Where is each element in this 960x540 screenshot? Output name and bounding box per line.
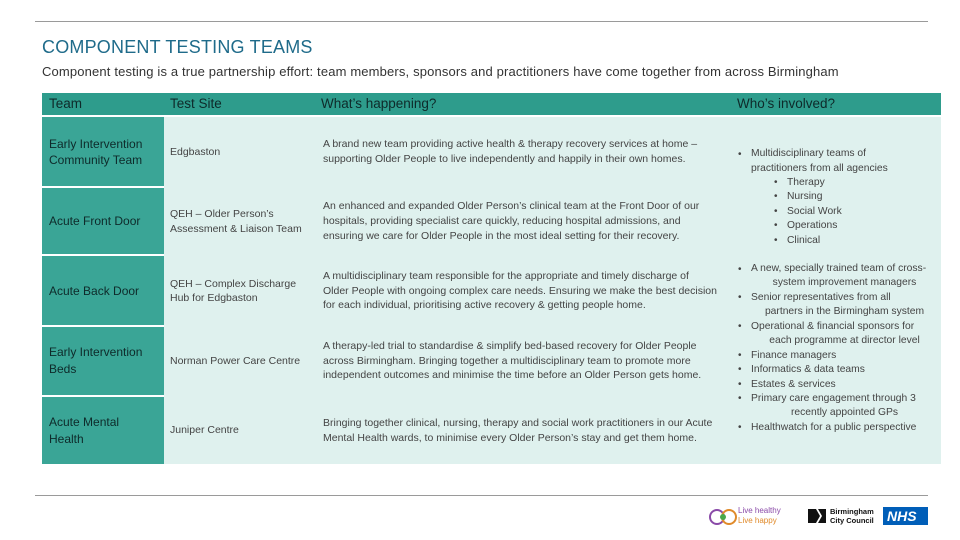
test-site: Juniper Centre: [170, 424, 239, 436]
bullet-icon: •: [774, 235, 778, 246]
header-what-label: What’s happening?: [321, 96, 437, 111]
team-name: Acute Front Door: [49, 214, 141, 228]
nhs-text: NHS: [887, 508, 917, 524]
what-line: supporting Older People to live independently and happily in their own homes.: [323, 153, 686, 165]
bullet-icon: •: [738, 264, 742, 275]
bullet-icon: •: [738, 292, 742, 303]
team-name: Early Intervention: [49, 345, 143, 359]
top-divider: [35, 21, 928, 22]
table-row-team: [42, 397, 164, 464]
involved-sub-item: Operations: [787, 220, 838, 231]
involved-item: Healthwatch for a public perspective: [751, 422, 917, 433]
header-who-label: Who’s involved?: [737, 96, 836, 111]
header-who: [734, 93, 941, 115]
bullet-icon: •: [738, 321, 742, 332]
what-line: A therapy-led trial to standardise & simplify bed-based recovery for Older People: [323, 340, 697, 352]
bottom-divider: [35, 495, 928, 496]
table-row-team: [42, 327, 164, 395]
team-name: Beds: [49, 362, 77, 376]
involved-item: Informatics & data teams: [751, 364, 865, 375]
involved-item: Operational & financial sponsors for: [751, 321, 915, 332]
bullet-icon: •: [738, 350, 742, 361]
what-line: A brand new team providing active health & therapy recovery services at home –: [323, 138, 698, 150]
team-name: Acute Back Door: [49, 284, 140, 298]
involved-lead: Multidisciplinary teams of: [751, 148, 867, 159]
what-line: A multidisciplinary team responsible for the appropriate and timely discharge of: [323, 270, 689, 282]
header-team-label: Team: [49, 96, 83, 111]
test-site: QEH – Complex Discharge: [170, 278, 297, 290]
page-title: COMPONENT TESTING TEAMS: [42, 37, 313, 57]
bullet-icon: •: [774, 191, 778, 202]
live-healthy-text: Live healthy: [738, 506, 781, 515]
page-subtitle: Component testing is a true partnership effort: team members, sponsors and practitioners have come together from across Birmingham: [42, 64, 839, 79]
what-line: Bringing together clinical, nursing, therapy and social work practitioners in our Acute: [323, 417, 713, 429]
involved-item: Primary care engagement through 3: [751, 393, 916, 404]
header-site: [164, 93, 314, 115]
bullet-icon: •: [774, 177, 778, 188]
involved-item: each programme at director level: [769, 335, 920, 346]
involved-sub-item: Clinical: [787, 235, 821, 246]
team-name: Community Team: [49, 153, 143, 167]
bcc-text: City Council: [830, 516, 874, 525]
involved-item: system improvement managers: [772, 277, 917, 288]
table-row-team: [42, 256, 164, 325]
bullet-icon: •: [738, 364, 742, 375]
header-site-label: Test Site: [170, 96, 222, 111]
involved-item: A new, specially trained team of cross-: [751, 263, 927, 274]
test-site: Edgbaston: [170, 146, 221, 158]
team-name: Acute Mental: [49, 415, 120, 429]
involved-sub-item: Therapy: [787, 177, 825, 188]
bcc-text: Birmingham: [830, 507, 874, 516]
bullet-icon: •: [738, 379, 742, 390]
test-site: Norman Power Care Centre: [170, 355, 301, 367]
birmingham-city-council-logo: [806, 506, 878, 526]
what-line: ensuring we care for Older People in the most ideal setting for their recovery.: [323, 230, 680, 242]
involved-sub-item: Social Work: [787, 206, 842, 217]
bullet-icon: •: [738, 422, 742, 433]
involved-item: Finance managers: [751, 350, 837, 361]
header-what: [314, 93, 734, 115]
involved-item: partners in the Birmingham system: [764, 306, 925, 317]
bullet-icon: •: [774, 206, 778, 217]
live-healthy-logo: [708, 505, 794, 529]
team-name: Early Intervention: [49, 137, 143, 151]
involved-item: Estates & services: [751, 379, 836, 390]
what-line: for each individual, prioritising active recovery & getting people home.: [323, 299, 646, 311]
test-site: QEH – Older Person’s: [170, 208, 274, 220]
test-site: Hub for Edgbaston: [170, 292, 258, 304]
involved-lead: practitioners from all agencies: [751, 163, 888, 174]
team-name: Health: [49, 432, 84, 446]
what-line: An enhanced and expanded Older Person’s clinical team at the Front Door of our: [323, 200, 700, 212]
what-line: hospitals, providing specialist care quickly, reducing hospital admissions, and: [323, 215, 681, 227]
header-team: [42, 93, 164, 115]
table-row-team: [42, 117, 164, 186]
live-happy-text: Live happy: [738, 516, 777, 525]
what-line: Older People with ongoing complex care needs. Ensuring we make the best decision: [323, 285, 717, 297]
involved-item: Senior representatives from all: [751, 292, 891, 303]
what-line: across Birmingham. Bringing together a multidisciplinary team to promote more: [323, 355, 691, 367]
involved-sub-item: Nursing: [787, 191, 823, 202]
test-site: Assessment & Liaison Team: [170, 223, 302, 235]
table-row-team: [42, 188, 164, 254]
bullet-icon: •: [738, 393, 742, 404]
what-line: independent outcomes and minimise the time before an Older Person gets home.: [323, 369, 702, 381]
bullet-icon: •: [774, 220, 778, 231]
what-line: Mental Health wards, to minimise every Older Person’s stay and get them home.: [323, 432, 697, 444]
bcc-mark-icon: [806, 507, 828, 525]
bullet-icon: •: [738, 149, 742, 160]
nhs-logo: [883, 507, 928, 525]
involved-item: recently appointed GPs: [790, 407, 899, 418]
